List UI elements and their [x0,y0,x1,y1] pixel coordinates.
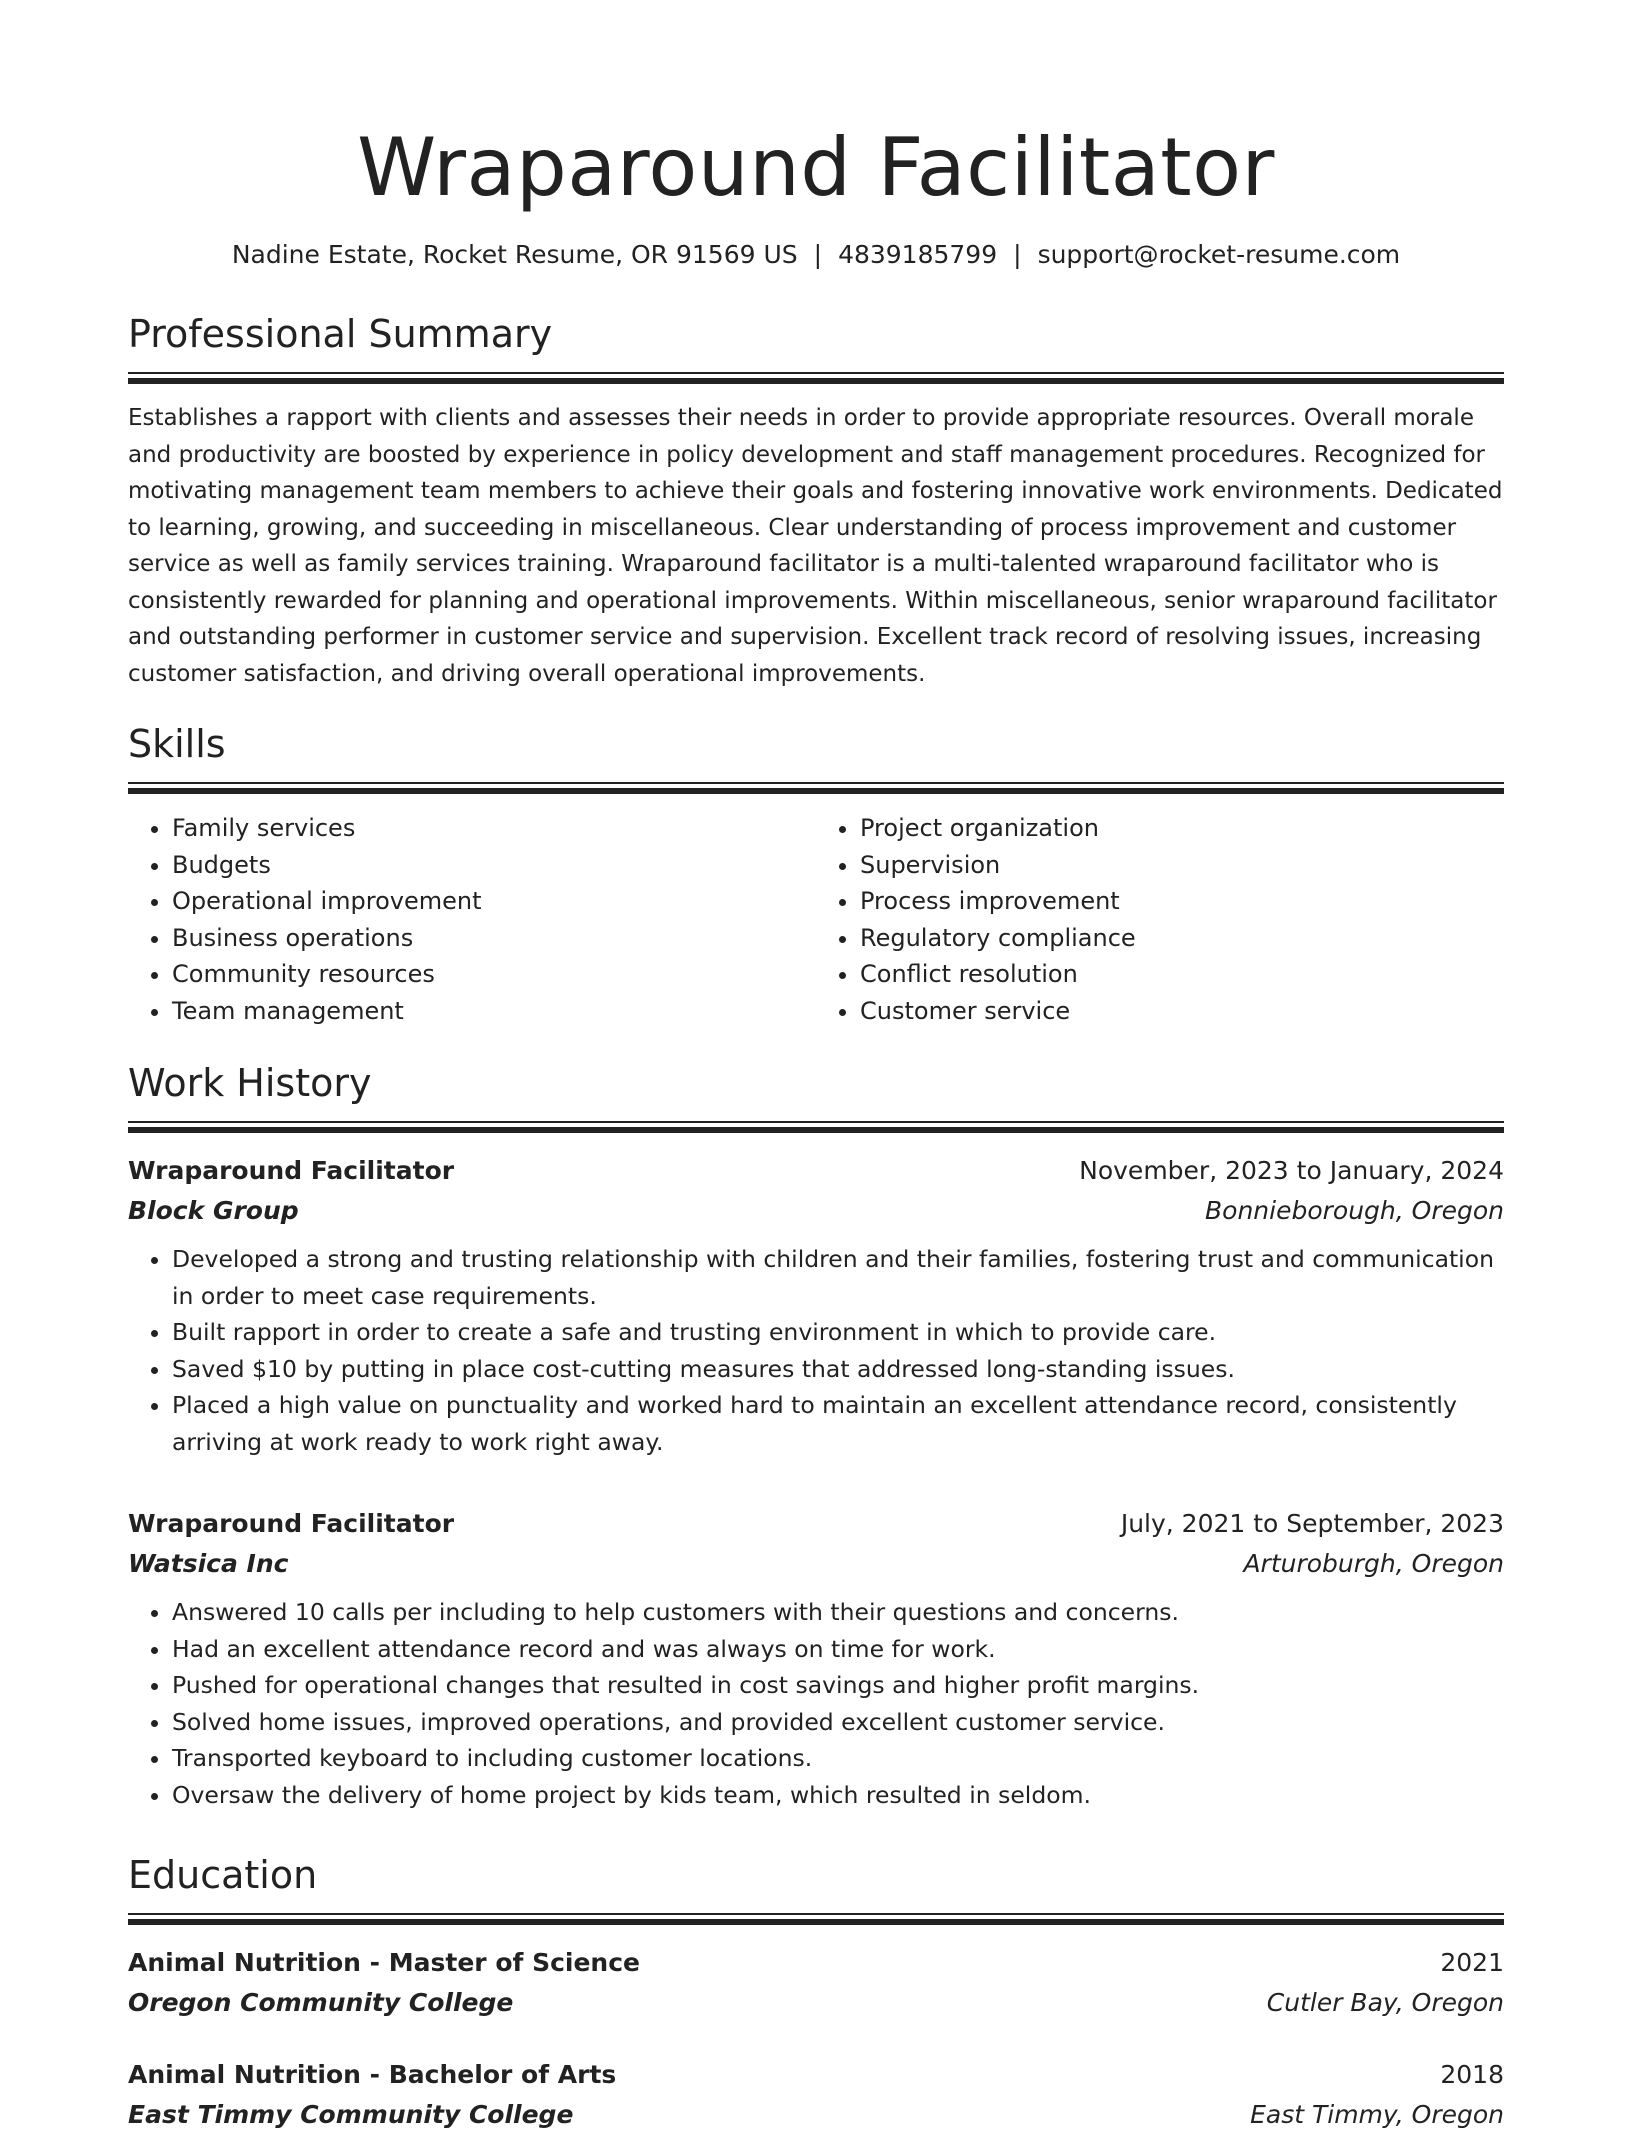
education-school: Oregon Community College [128,1988,514,2017]
job-dates: July, 2021 to September, 2023 [1120,1509,1504,1538]
skills-list-left [128,810,816,1029]
skills-columns [128,810,1504,1029]
job-bullet: • Developed a strong and trusting relationship with children and their families, fostering trust and communication in order to meet case requirements. [172,1241,1504,1314]
education-degree: Animal Nutrition - Bachelor of Arts [128,2060,617,2089]
work-history-section [128,1059,1504,1813]
skill-item: • Operational improvement [172,883,816,920]
skill-item: • Community resources [172,956,816,993]
summary-text: Establishes a rapport with clients and assesses their needs in order to provide appropriate resources. Overall morale and productivity are boosted by experience in policy development and staff management procedures. Recognized for motivating management team members to achieve their goals and fostering innovative work environments. Dedicated to learning, growing, and succeeding in miscellaneous. Clear understanding of process improvement and customer service as well as family services training. Wraparound facilitator is a multi-talented wraparound facilitator who is consistently rewarded for planning and operational improvements. Within miscellaneous, senior wraparound facilitator and outstanding performer in customer service and supervision. Excellent track record of resolving issues, increasing customer satisfaction, and driving overall operational improvements. [128,405,1503,687]
contact-address: Nadine Estate, Rocket Resume, OR 91569 US [231,240,798,269]
job-dates: November, 2023 to January, 2024 [1079,1156,1504,1185]
contact-phone: 4839185799 [838,240,998,269]
job-title: Wraparound Facilitator [128,1156,455,1185]
job-header [128,1504,1504,1544]
section-divider [128,372,1504,384]
section-divider [128,782,1504,794]
contact-line [128,238,1504,272]
job-bullet: • Oversaw the delivery of home project by kids team, which resulted in seldom. [172,1777,1504,1814]
job-entry [128,1151,1504,1460]
contact-email: support@rocket-resume.com [1037,240,1401,269]
job-subheader [128,1544,1504,1584]
work-history-heading: Work History [128,1061,372,1105]
job-bullet: • Built rapport in order to create a safe and trusting environment in which to provide care. [172,1314,1504,1351]
education-header [128,2055,1504,2095]
education-section [128,1851,1504,2135]
skill-item: • Budgets [172,847,816,884]
skill-item: • Customer service [860,993,1504,1030]
education-entry [128,2055,1504,2135]
skill-item: • Process improvement [860,883,1504,920]
education-heading: Education [128,1853,318,1897]
job-bullets [128,1594,1504,1813]
skill-item: • Family services [172,810,816,847]
job-company: Watsica Inc [128,1549,289,1578]
section-divider [128,1121,1504,1133]
education-location: East Timmy, Oregon [1250,2100,1504,2129]
education-year: 2018 [1440,2060,1504,2089]
job-entry [128,1504,1504,1813]
skills-section [128,720,1504,1029]
education-year: 2021 [1440,1948,1504,1977]
education-header [128,1943,1504,1983]
job-location: Bonnieborough, Oregon [1205,1196,1504,1225]
summary-heading: Professional Summary [128,312,553,356]
skill-item: • Project organization [860,810,1504,847]
job-bullet: • Transported keyboard to including customer locations. [172,1740,1504,1777]
job-header [128,1151,1504,1191]
job-bullet: • Answered 10 calls per including to help customers with their questions and concerns. [172,1594,1504,1631]
skill-item: • Team management [172,993,816,1030]
skill-item: • Conflict resolution [860,956,1504,993]
job-company: Block Group [128,1196,299,1225]
contact-separator: | [1013,240,1022,269]
job-bullet: • Pushed for operational changes that resulted in cost savings and higher profit margins. [172,1667,1504,1704]
skill-item: • Supervision [860,847,1504,884]
job-bullet: • Placed a high value on punctuality and worked hard to maintain an excellent attendance record, consistently arriving at work ready to work right away. [172,1387,1504,1460]
job-bullet: • Solved home issues, improved operations, and provided excellent customer service. [172,1704,1504,1741]
job-location: Arturoburgh, Oregon [1243,1549,1504,1578]
skills-heading: Skills [128,722,226,766]
job-bullet: • Saved $10 by putting in place cost-cutting measures that addressed long-standing issues. [172,1351,1504,1388]
education-location: Cutler Bay, Oregon [1266,1988,1504,2017]
education-entry [128,1943,1504,2023]
education-degree: Animal Nutrition - Master of Science [128,1948,640,1977]
resume-name: Wraparound Facilitator [357,121,1275,214]
section-divider [128,1913,1504,1925]
job-bullet: • Had an excellent attendance record and was always on time for work. [172,1631,1504,1668]
education-school: East Timmy Community College [128,2100,574,2129]
education-subheader [128,2095,1504,2135]
summary-section [128,310,1504,692]
job-subheader [128,1191,1504,1231]
contact-separator: | [813,240,823,269]
job-title: Wraparound Facilitator [128,1509,455,1538]
job-bullets [128,1241,1504,1460]
skills-list-right [816,810,1504,1029]
skill-item: • Regulatory compliance [860,920,1504,957]
education-subheader [128,1983,1504,2023]
skill-item: • Business operations [172,920,816,957]
